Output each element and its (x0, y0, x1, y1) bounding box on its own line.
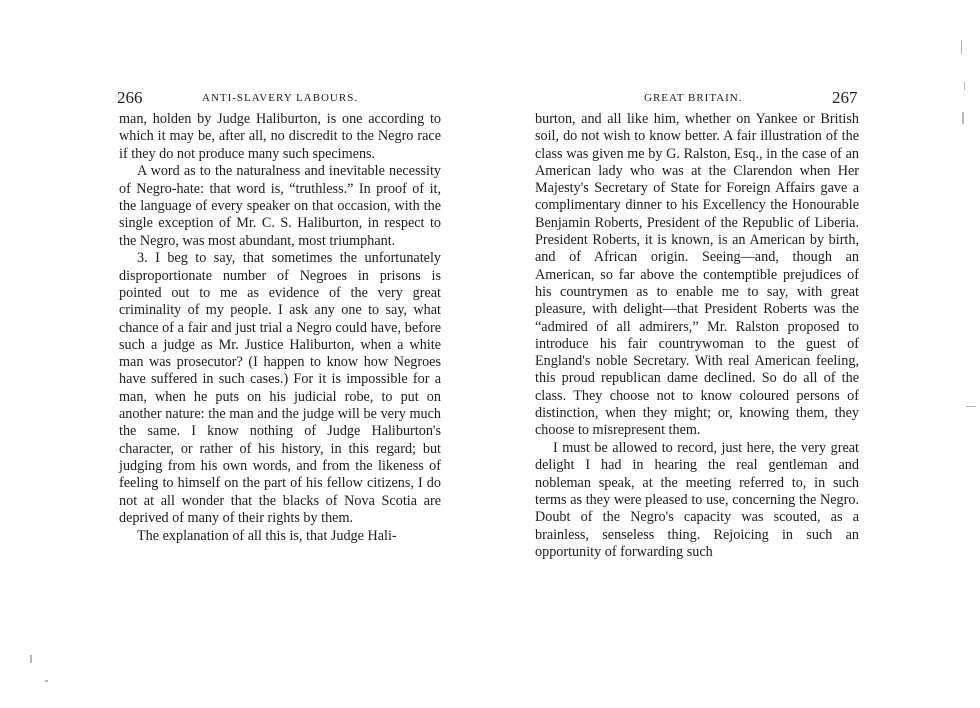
paragraph: man, holden by Judge Haliburton, is one according to which it may be, after all, no discredit to the Negro race if they do not produce many such specimens. (119, 111, 441, 162)
scan-speck (962, 112, 964, 124)
scan-speck (30, 655, 32, 663)
right-page (490, 0, 980, 708)
paragraph: 3. I beg to say, that sometimes the unfortunately disproportionate number of Negroes in prisons is pointed out to me as evidence of the very great criminality of my people. I ask any one to say, what chance of a fair and just trial a Negro could have, before such a judge as Mr. Justice Haliburton, when a white man was prosecutor? (I happen to know how Negroes have suffered in such cases.) For it is impossible for a man, when he puts on his judicial robe, to put on another nature: the man and the judge will be very much the same. I know nothing of Judge Haliburton's character, or rather of his history, in this regard; but judging from his own words, and from the likeness of feeling to himself on the part of his fellow citizens, I do not at all wonder that the blacks of Nova Scotia are deprived of many of their rights by them. (119, 250, 441, 526)
paragraph: burton, and all like him, whether on Yankee or British soil, do not wish to know better. A fair illustration of the class was given me by G. Ralston, Esq., in the case of an American lady who was at the Clarendon when Her Majesty's Secretary of State for Foreign Affairs gave a complimentary dinner to his Excellency the Honourable Benjamin Roberts, President of the Republic of Liberia. President Roberts, it is known, is an American by birth, and of African origin. Seeing—and, though an American, so far above the contemptible prejudices of his countrymen as to enable me to say, with great pleasure, with delight—that President Roberts was the “admired of all admirers,” Mr. Ralston proposed to introduce his fair countrywoman to the guest of England's noble Secretary. With real American feeling, this proud republican dame declined. So do all of the class. They choose not to know coloured persons of distinction, when they might; or, knowing them, they choose to misrepresent them. (535, 111, 859, 439)
paragraph: I must be allowed to record, just here, the very great delight I had in hearing the real gentleman and nobleman speak, at the meeting referred to, in such terms as they were pleased to use, concerning the Negro. Doubt of the Negro's capacity was scouted, as a brainless, senseless thing. Rejoicing in such an opportunity of forwarding such (535, 440, 859, 560)
page-number: 267 (832, 88, 858, 107)
running-head: ANTI-SLAVERY LABOURS. (202, 92, 359, 104)
scan-speck (45, 680, 48, 682)
paragraph: The explanation of all this is, that Judge Hali- (137, 527, 397, 544)
scan-speck (964, 82, 965, 90)
page-number: 266 (117, 88, 143, 107)
paragraph: A word as to the naturalness and inevitable necessity of Negro-hate: that word is, “truthless.” In proof of it, the language of every speaker on that occasion, with the single exception of Mr. C. S. Haliburton, in respect to the Negro, was most abundant, most triumphant. (119, 163, 441, 249)
body-text (119, 111, 441, 545)
running-head: GREAT BRITAIN. (644, 92, 743, 104)
scan-speck (961, 40, 962, 54)
body-text (535, 111, 859, 561)
scan-speck (966, 406, 976, 407)
